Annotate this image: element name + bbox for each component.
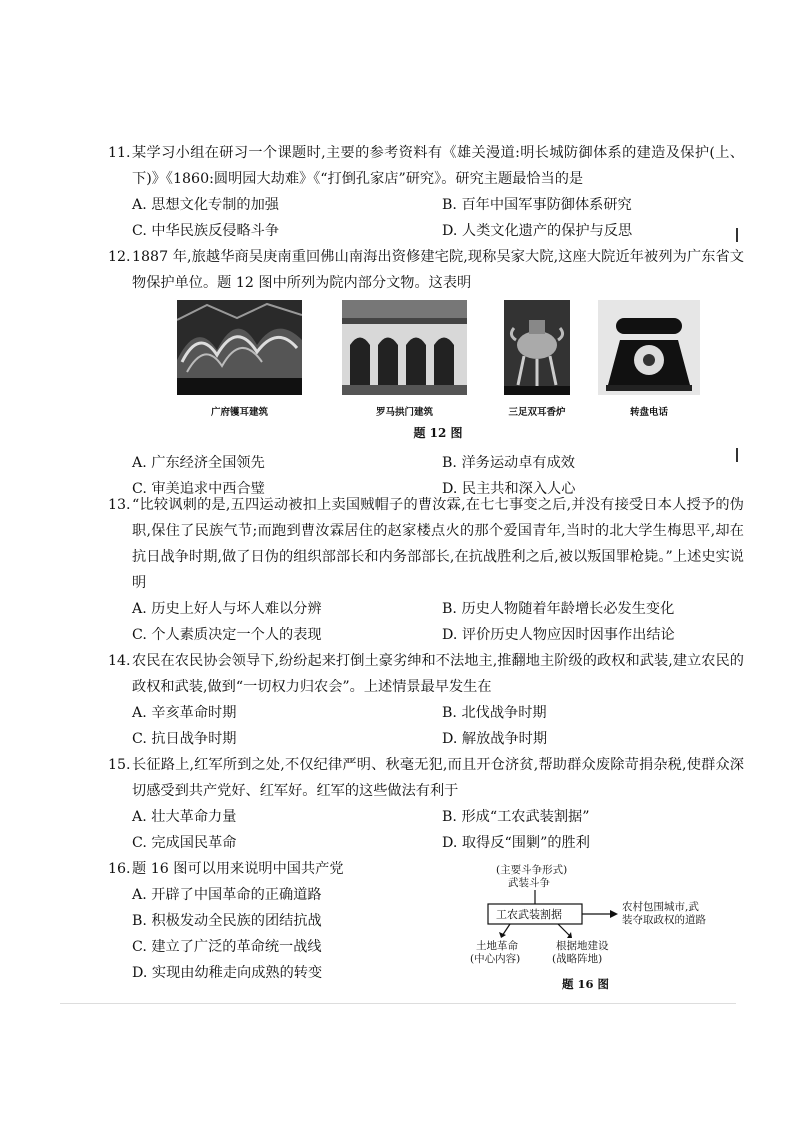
- option-a[interactable]: A. 历史上好人与坏人难以分辨: [132, 601, 322, 617]
- options: [132, 882, 452, 986]
- photo-tripod-censer: [504, 300, 570, 395]
- diagram-center-node: 工农武装割据: [496, 908, 562, 921]
- scan-edge-mark: [736, 448, 738, 462]
- question-number: 11.: [108, 145, 131, 161]
- option-b[interactable]: B. 北伐战争时期: [442, 705, 547, 721]
- option-c[interactable]: C. 个人素质决定一个人的表现: [132, 627, 322, 643]
- option-c[interactable]: C. 抗日战争时期: [132, 731, 237, 747]
- photo-caption: 罗马拱门建筑: [375, 407, 433, 418]
- option-b[interactable]: B. 积极发动全民族的团结抗战: [132, 913, 322, 929]
- option-b[interactable]: B. 百年中国军事防御体系研究: [442, 197, 632, 213]
- diagram-left-label: (中心内容): [470, 953, 521, 965]
- options: [132, 192, 744, 244]
- diagram-bottom-label: 根据地建设: [556, 940, 609, 952]
- option-d[interactable]: D. 解放战争时期: [442, 731, 548, 747]
- question-13: [108, 492, 744, 648]
- option-c[interactable]: C. 完成国民革命: [132, 835, 237, 851]
- option-d[interactable]: D. 民主共和深入人心: [442, 481, 576, 497]
- question-stem: 长征路上,红军所到之处,不仅纪律严明、秋毫无犯,而且开仓济贫,帮助群众废除苛捐杂税,使群众深切感受到共产党好、红军好。红军的这些做法有利于: [132, 757, 744, 799]
- option-a[interactable]: A. 开辟了中国革命的正确道路: [132, 887, 322, 903]
- scan-edge-mark: [736, 228, 738, 242]
- option-d[interactable]: D. 人类文化遗产的保护与反思: [442, 223, 633, 239]
- question-number: 15.: [108, 757, 131, 773]
- diagram-top-label: (主要斗争形式): [496, 864, 568, 876]
- question-14: [108, 648, 744, 752]
- diagram-right-label: 装夺取政权的道路: [622, 914, 706, 926]
- photo-wok-ear-building: [177, 300, 302, 395]
- question-stem: 题 16 图可以用来说明中国共产党: [132, 861, 344, 877]
- photo-roman-arch-building: [342, 300, 467, 395]
- question-16: [108, 856, 452, 986]
- photo-caption: 转盘电话: [629, 407, 668, 418]
- option-a[interactable]: A. 壮大革命力量: [132, 809, 237, 825]
- photo-caption: 三足双耳香炉: [508, 407, 566, 418]
- question-11: [108, 140, 744, 244]
- options: [132, 804, 744, 856]
- options: [132, 596, 744, 648]
- option-b[interactable]: B. 形成“工农武装割据”: [442, 809, 590, 825]
- page-divider: [60, 1003, 736, 1004]
- option-a[interactable]: A. 广东经济全国领先: [132, 455, 265, 471]
- option-c[interactable]: C. 建立了广泛的革命统一战线: [132, 939, 322, 955]
- option-d[interactable]: D. 实现由幼稚走向成熟的转变: [132, 965, 323, 981]
- question-number: 14.: [108, 653, 131, 669]
- option-b[interactable]: B. 洋务运动卓有成效: [442, 455, 575, 471]
- question-15: [108, 752, 744, 856]
- option-a[interactable]: A. 辛亥革命时期: [132, 705, 237, 721]
- question-stem: 1887 年,旅越华商吴庚南重回佛山南海出资修建宅院,现称吴家大院,这座大院近年被列为广东省文物保护单位。题 12 图中所列为院内部分文物。这表明: [132, 249, 744, 291]
- option-c[interactable]: C. 中华民族反侵略斗争: [132, 223, 280, 239]
- figure-title: 题 12 图: [413, 426, 463, 440]
- question-number: 12.: [108, 249, 131, 265]
- question-stem: 农民在农民协会领导下,纷纷起来打倒土豪劣绅和不法地主,推翻地主阶级的政权和武装,建立农民的政权和武装,做到“一切权力归农会”。上述情景最早发生在: [132, 653, 744, 695]
- photo-rotary-telephone: [598, 300, 700, 395]
- option-d[interactable]: D. 评价历史人物应因时因事作出结论: [442, 627, 675, 643]
- options: [132, 700, 744, 752]
- option-a[interactable]: A. 思想文化专制的加强: [132, 197, 279, 213]
- diagram-top-label-main: 武装斗争: [508, 877, 550, 889]
- question-stem: “比较讽刺的是,五四运动被扣上卖国贼帽子的曹汝霖,在七七事变之后,并没有接受日本人授予的伪职,保住了民族气节;而跑到曹汝霖居住的赵家楼点火的那个爱国青年,当时的北大学生梅思平,却在抗日战争时期,做了日伪的组织部部长和内务部部长,在抗战胜利之后,被以叛国罪枪毙。”上述史实说明: [132, 497, 744, 591]
- option-d[interactable]: D. 取得反“围剿”的胜利: [442, 835, 590, 851]
- photo-caption: 广府镬耳建筑: [210, 407, 268, 418]
- question-number: 13.: [108, 497, 131, 513]
- question-stem: 某学习小组在研习一个课题时,主要的参考资料有《雄关漫道:明长城防御体系的建造及保护(上、下)》《1860:圆明园大劫难》《“打倒孔家店”研究》。研究主题最恰当的是: [132, 145, 744, 187]
- figure-12-photos: [132, 300, 744, 418]
- diagram-left-label: 土地革命: [476, 940, 518, 952]
- diagram-bottom-label: (战略阵地): [552, 953, 603, 965]
- option-b[interactable]: B. 历史人物随着年龄增长必发生变化: [442, 601, 675, 617]
- question-12: [108, 244, 744, 502]
- figure-title: 题 16 图: [562, 977, 610, 991]
- figure-16-diagram: [470, 858, 740, 998]
- diagram-right-label: 农村包围城市,武: [622, 901, 699, 913]
- question-number: 16.: [108, 861, 131, 877]
- option-c[interactable]: C. 审美追求中西合璧: [132, 481, 265, 497]
